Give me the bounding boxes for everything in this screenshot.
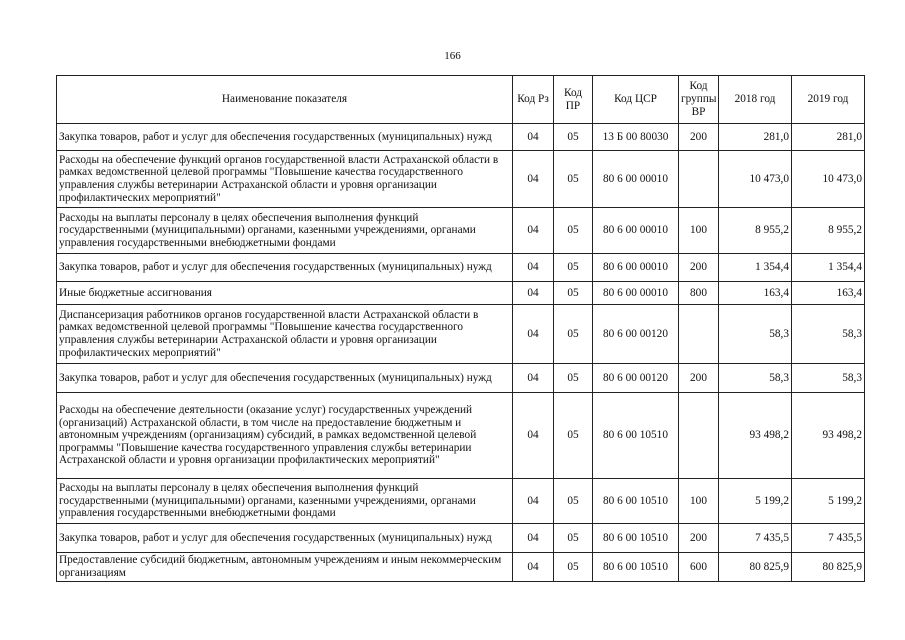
row-vr: 600 — [679, 553, 719, 582]
row-2019: 281,0 — [792, 124, 865, 151]
row-rz: 04 — [513, 124, 554, 151]
row-rz: 04 — [513, 282, 554, 305]
row-vr: 100 — [679, 479, 719, 524]
row-name: Диспансеризация работников органов государственной власти Астраханской области в рамках ведомственной целевой программы "Повышение качества государственного управления службы ветеринарии Астраханской области и уровня организации профилактических мероприятий" — [57, 305, 513, 364]
row-csr: 80 6 00 00120 — [593, 364, 679, 393]
row-2018: 10 473,0 — [719, 151, 792, 208]
row-rz: 04 — [513, 553, 554, 582]
header-row — [57, 76, 865, 124]
table-row — [57, 208, 865, 254]
row-csr: 13 Б 00 80030 — [593, 124, 679, 151]
page-number: 166 — [444, 50, 461, 62]
row-rz: 04 — [513, 254, 554, 282]
row-csr: 80 6 00 00010 — [593, 282, 679, 305]
row-pr: 05 — [554, 364, 593, 393]
row-pr: 05 — [554, 282, 593, 305]
row-vr: 200 — [679, 524, 719, 553]
row-vr: 100 — [679, 208, 719, 254]
table-row — [57, 151, 865, 208]
row-csr: 80 6 00 10510 — [593, 479, 679, 524]
row-2019: 58,3 — [792, 364, 865, 393]
row-name: Предоставление субсидий бюджетным, автономным учреждениям и иным некоммерческим организациям — [57, 553, 513, 582]
header-rz: Код Рз — [513, 76, 554, 124]
row-name: Закупка товаров, работ и услуг для обеспечения государственных (муниципальных) нужд — [57, 124, 513, 151]
table-body — [57, 124, 865, 582]
table-row — [57, 124, 865, 151]
row-name: Иные бюджетные ассигнования — [57, 282, 513, 305]
table-row — [57, 364, 865, 393]
row-name: Закупка товаров, работ и услуг для обеспечения государственных (муниципальных) нужд — [57, 254, 513, 282]
row-2019: 8 955,2 — [792, 208, 865, 254]
header-csr: Код ЦСР — [593, 76, 679, 124]
row-2018: 7 435,5 — [719, 524, 792, 553]
row-2018: 58,3 — [719, 364, 792, 393]
table-row — [57, 254, 865, 282]
row-2018: 8 955,2 — [719, 208, 792, 254]
row-pr: 05 — [554, 124, 593, 151]
row-vr — [679, 151, 719, 208]
row-pr: 05 — [554, 524, 593, 553]
row-2018: 58,3 — [719, 305, 792, 364]
row-pr: 05 — [554, 393, 593, 479]
row-name: Расходы на выплаты персоналу в целях обеспечения выполнения функций государственными (муниципальными) органами, казенными учреждениями, органами управления государственными внебюджетными фондами — [57, 479, 513, 524]
row-vr — [679, 305, 719, 364]
row-pr: 05 — [554, 254, 593, 282]
row-name: Расходы на обеспечение деятельности (оказание услуг) государственных учреждений (организаций) Астраханской области, в том числе на предоставление бюджетным и автономным учреждениям (организациям) субсидий, в рамках ведомственной целевой программы "Повышение качества государственного управления службы ветеринарии Астраханской области и уровня организации профилактических мероприятий" — [57, 393, 513, 479]
row-rz: 04 — [513, 524, 554, 553]
row-rz: 04 — [513, 305, 554, 364]
table-row — [57, 282, 865, 305]
row-csr: 80 6 00 10510 — [593, 553, 679, 582]
row-csr: 80 6 00 00010 — [593, 208, 679, 254]
row-vr: 200 — [679, 124, 719, 151]
table-row — [57, 479, 865, 524]
row-2018: 5 199,2 — [719, 479, 792, 524]
row-2018: 163,4 — [719, 282, 792, 305]
row-2019: 58,3 — [792, 305, 865, 364]
header-pr: Код ПР — [554, 76, 593, 124]
row-vr: 200 — [679, 254, 719, 282]
row-csr: 80 6 00 10510 — [593, 393, 679, 479]
row-csr: 80 6 00 00120 — [593, 305, 679, 364]
row-2018: 93 498,2 — [719, 393, 792, 479]
row-csr: 80 6 00 00010 — [593, 151, 679, 208]
table-header — [57, 76, 865, 124]
row-2019: 1 354,4 — [792, 254, 865, 282]
row-2019: 10 473,0 — [792, 151, 865, 208]
row-rz: 04 — [513, 151, 554, 208]
table-row — [57, 553, 865, 582]
row-rz: 04 — [513, 364, 554, 393]
row-vr: 200 — [679, 364, 719, 393]
row-2019: 163,4 — [792, 282, 865, 305]
row-2018: 1 354,4 — [719, 254, 792, 282]
row-name: Закупка товаров, работ и услуг для обеспечения государственных (муниципальных) нужд — [57, 364, 513, 393]
row-pr: 05 — [554, 305, 593, 364]
row-2019: 7 435,5 — [792, 524, 865, 553]
row-name: Расходы на обеспечение функций органов государственной власти Астраханской области в рамках ведомственной целевой программы "Повышение качества государственного управления службы ветеринарии Астраханской области и уровня организации профилактических мероприятий" — [57, 151, 513, 208]
row-pr: 05 — [554, 479, 593, 524]
row-2018: 80 825,9 — [719, 553, 792, 582]
header-name: Наименование показателя — [57, 76, 513, 124]
table-row — [57, 305, 865, 364]
row-rz: 04 — [513, 393, 554, 479]
row-csr: 80 6 00 00010 — [593, 254, 679, 282]
row-name: Расходы на выплаты персоналу в целях обеспечения выполнения функций государственными (муниципальными) органами, казенными учреждениями, органами управления государственными внебюджетными фондами — [57, 208, 513, 254]
row-2019: 80 825,9 — [792, 553, 865, 582]
row-pr: 05 — [554, 208, 593, 254]
row-2019: 5 199,2 — [792, 479, 865, 524]
row-rz: 04 — [513, 479, 554, 524]
row-name: Закупка товаров, работ и услуг для обеспечения государственных (муниципальных) нужд — [57, 524, 513, 553]
row-2019: 93 498,2 — [792, 393, 865, 479]
row-pr: 05 — [554, 553, 593, 582]
row-vr — [679, 393, 719, 479]
budget-table — [56, 75, 865, 582]
header-vr: Код группы ВР — [679, 76, 719, 124]
table-row — [57, 524, 865, 553]
row-rz: 04 — [513, 208, 554, 254]
header-2019: 2019 год — [792, 76, 865, 124]
header-2018: 2018 год — [719, 76, 792, 124]
row-2018: 281,0 — [719, 124, 792, 151]
row-csr: 80 6 00 10510 — [593, 524, 679, 553]
row-pr: 05 — [554, 151, 593, 208]
row-vr: 800 — [679, 282, 719, 305]
table-row — [57, 393, 865, 479]
